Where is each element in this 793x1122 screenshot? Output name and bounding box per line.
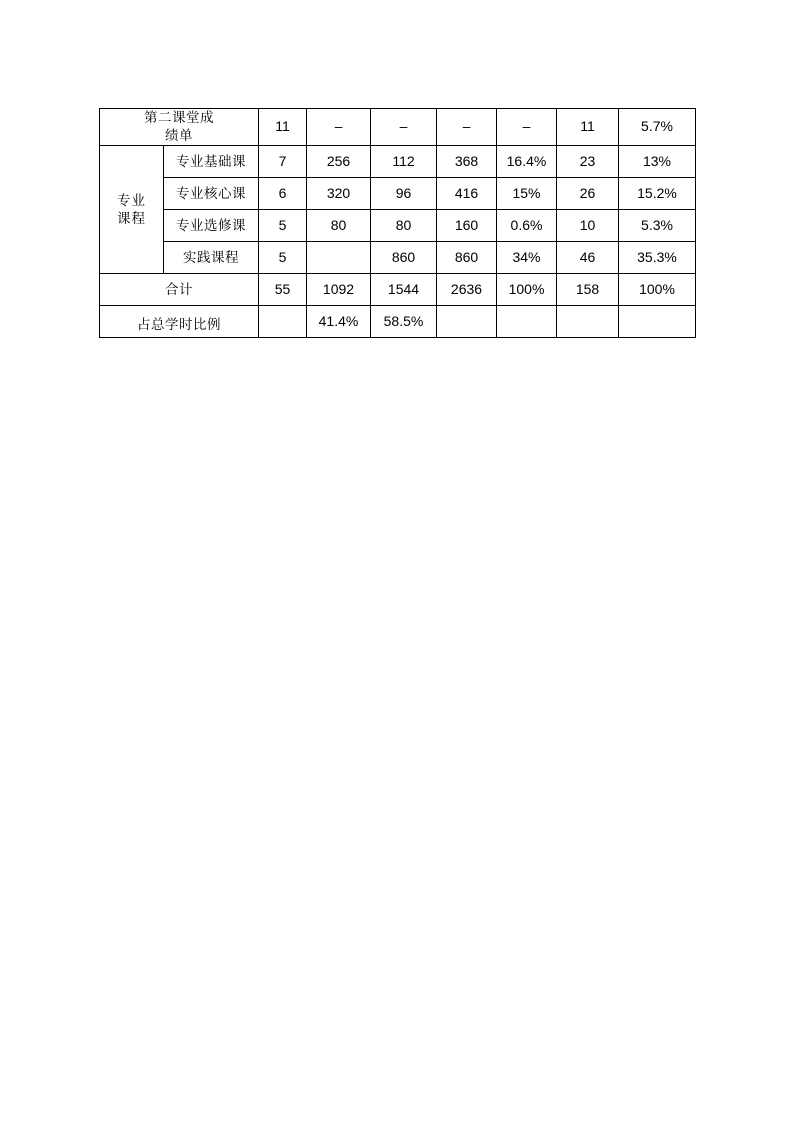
cell-credits-count: 10 — [557, 210, 619, 242]
table-row — [100, 109, 696, 146]
table-container — [99, 108, 695, 338]
cell-hours-ratio: – — [497, 109, 557, 146]
cell-subcategory: 专业核心课 — [164, 178, 259, 210]
cell-subcategory: 专业基础课 — [164, 146, 259, 178]
table-row — [100, 242, 696, 274]
cell-total-credits: 55 — [259, 274, 307, 306]
cell-subcategory-line1: 第二课堂成 — [144, 110, 214, 126]
cell-theory-hours: – — [307, 109, 371, 146]
cell-credits-count: 11 — [557, 109, 619, 146]
cell-credits-count: 46 — [557, 242, 619, 274]
cell-total-practice-hours: 1544 — [371, 274, 437, 306]
table-row — [100, 178, 696, 210]
cell-subcategory: 专业选修课 — [164, 210, 259, 242]
cell-credits: 7 — [259, 146, 307, 178]
cell-credits: 6 — [259, 178, 307, 210]
cell-subcategory: 实践课程 — [164, 242, 259, 274]
cell-total-credits-ratio: 100% — [619, 274, 696, 306]
cell-practice-hours: – — [371, 109, 437, 146]
cell-category-major-courses — [100, 146, 164, 274]
table-row — [100, 146, 696, 178]
cell-hours-ratio: 0.6% — [497, 210, 557, 242]
cell-credits: 11 — [259, 109, 307, 146]
cell-credits-ratio: 35.3% — [619, 242, 696, 274]
cell-practice-hours: 860 — [371, 242, 437, 274]
cell-total-label: 合计 — [100, 274, 259, 306]
cell-total-hours-ratio: 100% — [497, 274, 557, 306]
cell-total-total-hours: 2636 — [437, 274, 497, 306]
cell-hours-ratio: 34% — [497, 242, 557, 274]
cell-theory-hours: 256 — [307, 146, 371, 178]
table-total-row — [100, 274, 696, 306]
table-row — [100, 210, 696, 242]
category-label-line1: 专业 — [117, 192, 146, 209]
category-label-line2: 课程 — [117, 210, 146, 227]
ratio-label-text: 占总学时比例 — [137, 316, 221, 333]
cell-hours-ratio: 15% — [497, 178, 557, 210]
cell-credits-ratio: 13% — [619, 146, 696, 178]
cell-credits: 5 — [259, 242, 307, 274]
cell-ratio-practice-hours: 58.5% — [371, 306, 437, 338]
cell-ratio-hours-ratio — [497, 306, 557, 338]
cell-theory-hours: 80 — [307, 210, 371, 242]
cell-total-hours: 160 — [437, 210, 497, 242]
cell-total-hours: – — [437, 109, 497, 146]
cell-subcategory — [100, 109, 259, 146]
cell-total-theory-hours: 1092 — [307, 274, 371, 306]
cell-theory-hours — [307, 242, 371, 274]
cell-practice-hours: 80 — [371, 210, 437, 242]
cell-ratio-credits-count — [557, 306, 619, 338]
cell-credits-count: 23 — [557, 146, 619, 178]
cell-total-hours: 416 — [437, 178, 497, 210]
cell-total-credits-count: 158 — [557, 274, 619, 306]
cell-credits-ratio: 5.7% — [619, 109, 696, 146]
cell-ratio-total-hours — [437, 306, 497, 338]
cell-theory-hours: 320 — [307, 178, 371, 210]
cell-total-hours: 368 — [437, 146, 497, 178]
cell-ratio-credits-ratio — [619, 306, 696, 338]
cell-credits-ratio: 5.3% — [619, 210, 696, 242]
cell-credits-count: 26 — [557, 178, 619, 210]
course-credit-hours-table — [99, 108, 696, 338]
cell-total-hours: 860 — [437, 242, 497, 274]
cell-subcategory-line2: 绩单 — [165, 128, 193, 145]
cell-hours-ratio: 16.4% — [497, 146, 557, 178]
cell-practice-hours: 112 — [371, 146, 437, 178]
table-ratio-row — [100, 306, 696, 338]
cell-ratio-theory-hours: 41.4% — [307, 306, 371, 338]
cell-practice-hours: 96 — [371, 178, 437, 210]
cell-ratio-label — [100, 306, 259, 338]
cell-ratio-credits — [259, 306, 307, 338]
cell-credits: 5 — [259, 210, 307, 242]
cell-credits-ratio: 15.2% — [619, 178, 696, 210]
